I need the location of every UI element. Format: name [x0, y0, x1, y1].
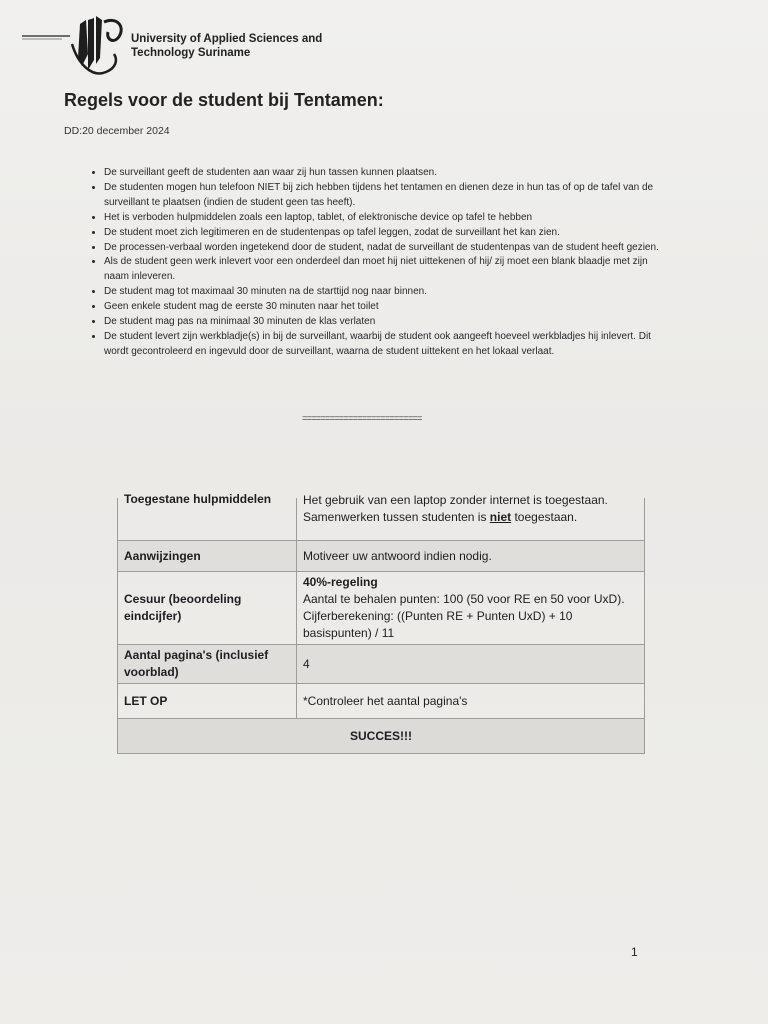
row-label: Aantal pagina's (inclusief voorblad) [118, 645, 297, 684]
row-value-line1: Het gebruik van een laptop zonder internet is toegestaan. [303, 493, 608, 507]
institution-name-line1: University of Applied Sciences and [131, 33, 323, 45]
rule-item: • De processen-verbaal worden ingetekend door de student, nadat de surveillant de studentenpas van de student heeft gezien. [104, 241, 674, 256]
row-label [118, 492, 297, 541]
rule-item: • De surveillant geeft de studenten aan waar zij hun tassen kunnen plaatsen. [104, 166, 674, 181]
rules-list [84, 166, 674, 360]
exam-info-table [117, 492, 645, 754]
table-row-footer [118, 719, 645, 754]
row-value [297, 493, 645, 541]
table-row-paginas [118, 645, 645, 684]
row-value-line2-after: toegestaan. [511, 510, 578, 524]
row-label: LET OP [118, 684, 297, 719]
page-title: Regels voor de student bij Tentamen: [64, 90, 384, 110]
rule-item: • De studenten mogen hun telefoon NIET bij zich hebben tijdens het tentamen en dienen deze in hun tas of op de tafel van de surveillant te plaatsen (indien de student geen tas heeft). [104, 181, 674, 211]
section-separator: ========================== [302, 414, 422, 424]
rule-item: • Geen enkele student mag de eerste 30 minuten naar het toilet [104, 300, 674, 315]
row-value: 4 [297, 645, 645, 684]
page-number: 1 [631, 945, 638, 959]
cesuur-heading: 40%-regeling [303, 575, 378, 589]
table-row-cesuur [118, 572, 645, 645]
row-label: Cesuur (beoordeling eindcijfer) [118, 572, 297, 645]
row-label-text: Toegestane hulpmiddelen [124, 492, 272, 506]
table-row-letop [118, 684, 645, 719]
table-row-aanwijzingen [118, 541, 645, 572]
rule-item: • De student levert zijn werkbladje(s) in bij de surveillant, waarbij de student ook aangeeft hoeveel werkbladjes hij inlevert. Dit wordt gecontroleerd en ingevuld door de surveillant, waarna de student uittekent en het lokaal verlaat. [104, 330, 674, 360]
rule-item: • De student mag pas na minimaal 30 minuten de klas verlaten [104, 315, 674, 330]
row-value: *Controleer het aantal pagina's [297, 684, 645, 719]
institution-name [131, 32, 322, 60]
succes-footer: SUCCES!!! [118, 719, 645, 754]
document-date: DD:20 december 2024 [64, 125, 170, 137]
rule-item: • Als de student geen werk inlevert voor een onderdeel dan moet hij niet uittekenen of hij/ zij moet een blank blaadje met zijn naam inleveren. [104, 255, 674, 285]
rule-item: • Het is verboden hulpmiddelen zoals een laptop, tablet, of elektronische device op tafel te hebben [104, 211, 674, 226]
cesuur-text: Aantal te behalen punten: 100 (50 voor RE en 50 voor UxD). Cijferberekening: ((Punten RE + Punten UxD) + 10 basispunten) / 11 [303, 592, 625, 640]
row-value-line2-before: Samenwerken tussen studenten is [303, 510, 490, 524]
institution-name-line2: Technology Suriname [131, 47, 251, 59]
row-value: Motiveer uw antwoord indien nodig. [297, 541, 645, 572]
row-value [297, 572, 645, 645]
row-label: Aanwijzingen [118, 541, 297, 572]
rule-item: • De student moet zich legitimeren en de studentenpas op tafel leggen, zodat de surveillant het kan zien. [104, 226, 674, 241]
university-logo-icon [22, 14, 132, 78]
row-value-line2-emphasis: niet [489, 510, 512, 524]
rule-item: • De student mag tot maximaal 30 minuten na de starttijd nog naar binnen. [104, 285, 674, 300]
table-row-hulpmiddelen [118, 498, 645, 541]
